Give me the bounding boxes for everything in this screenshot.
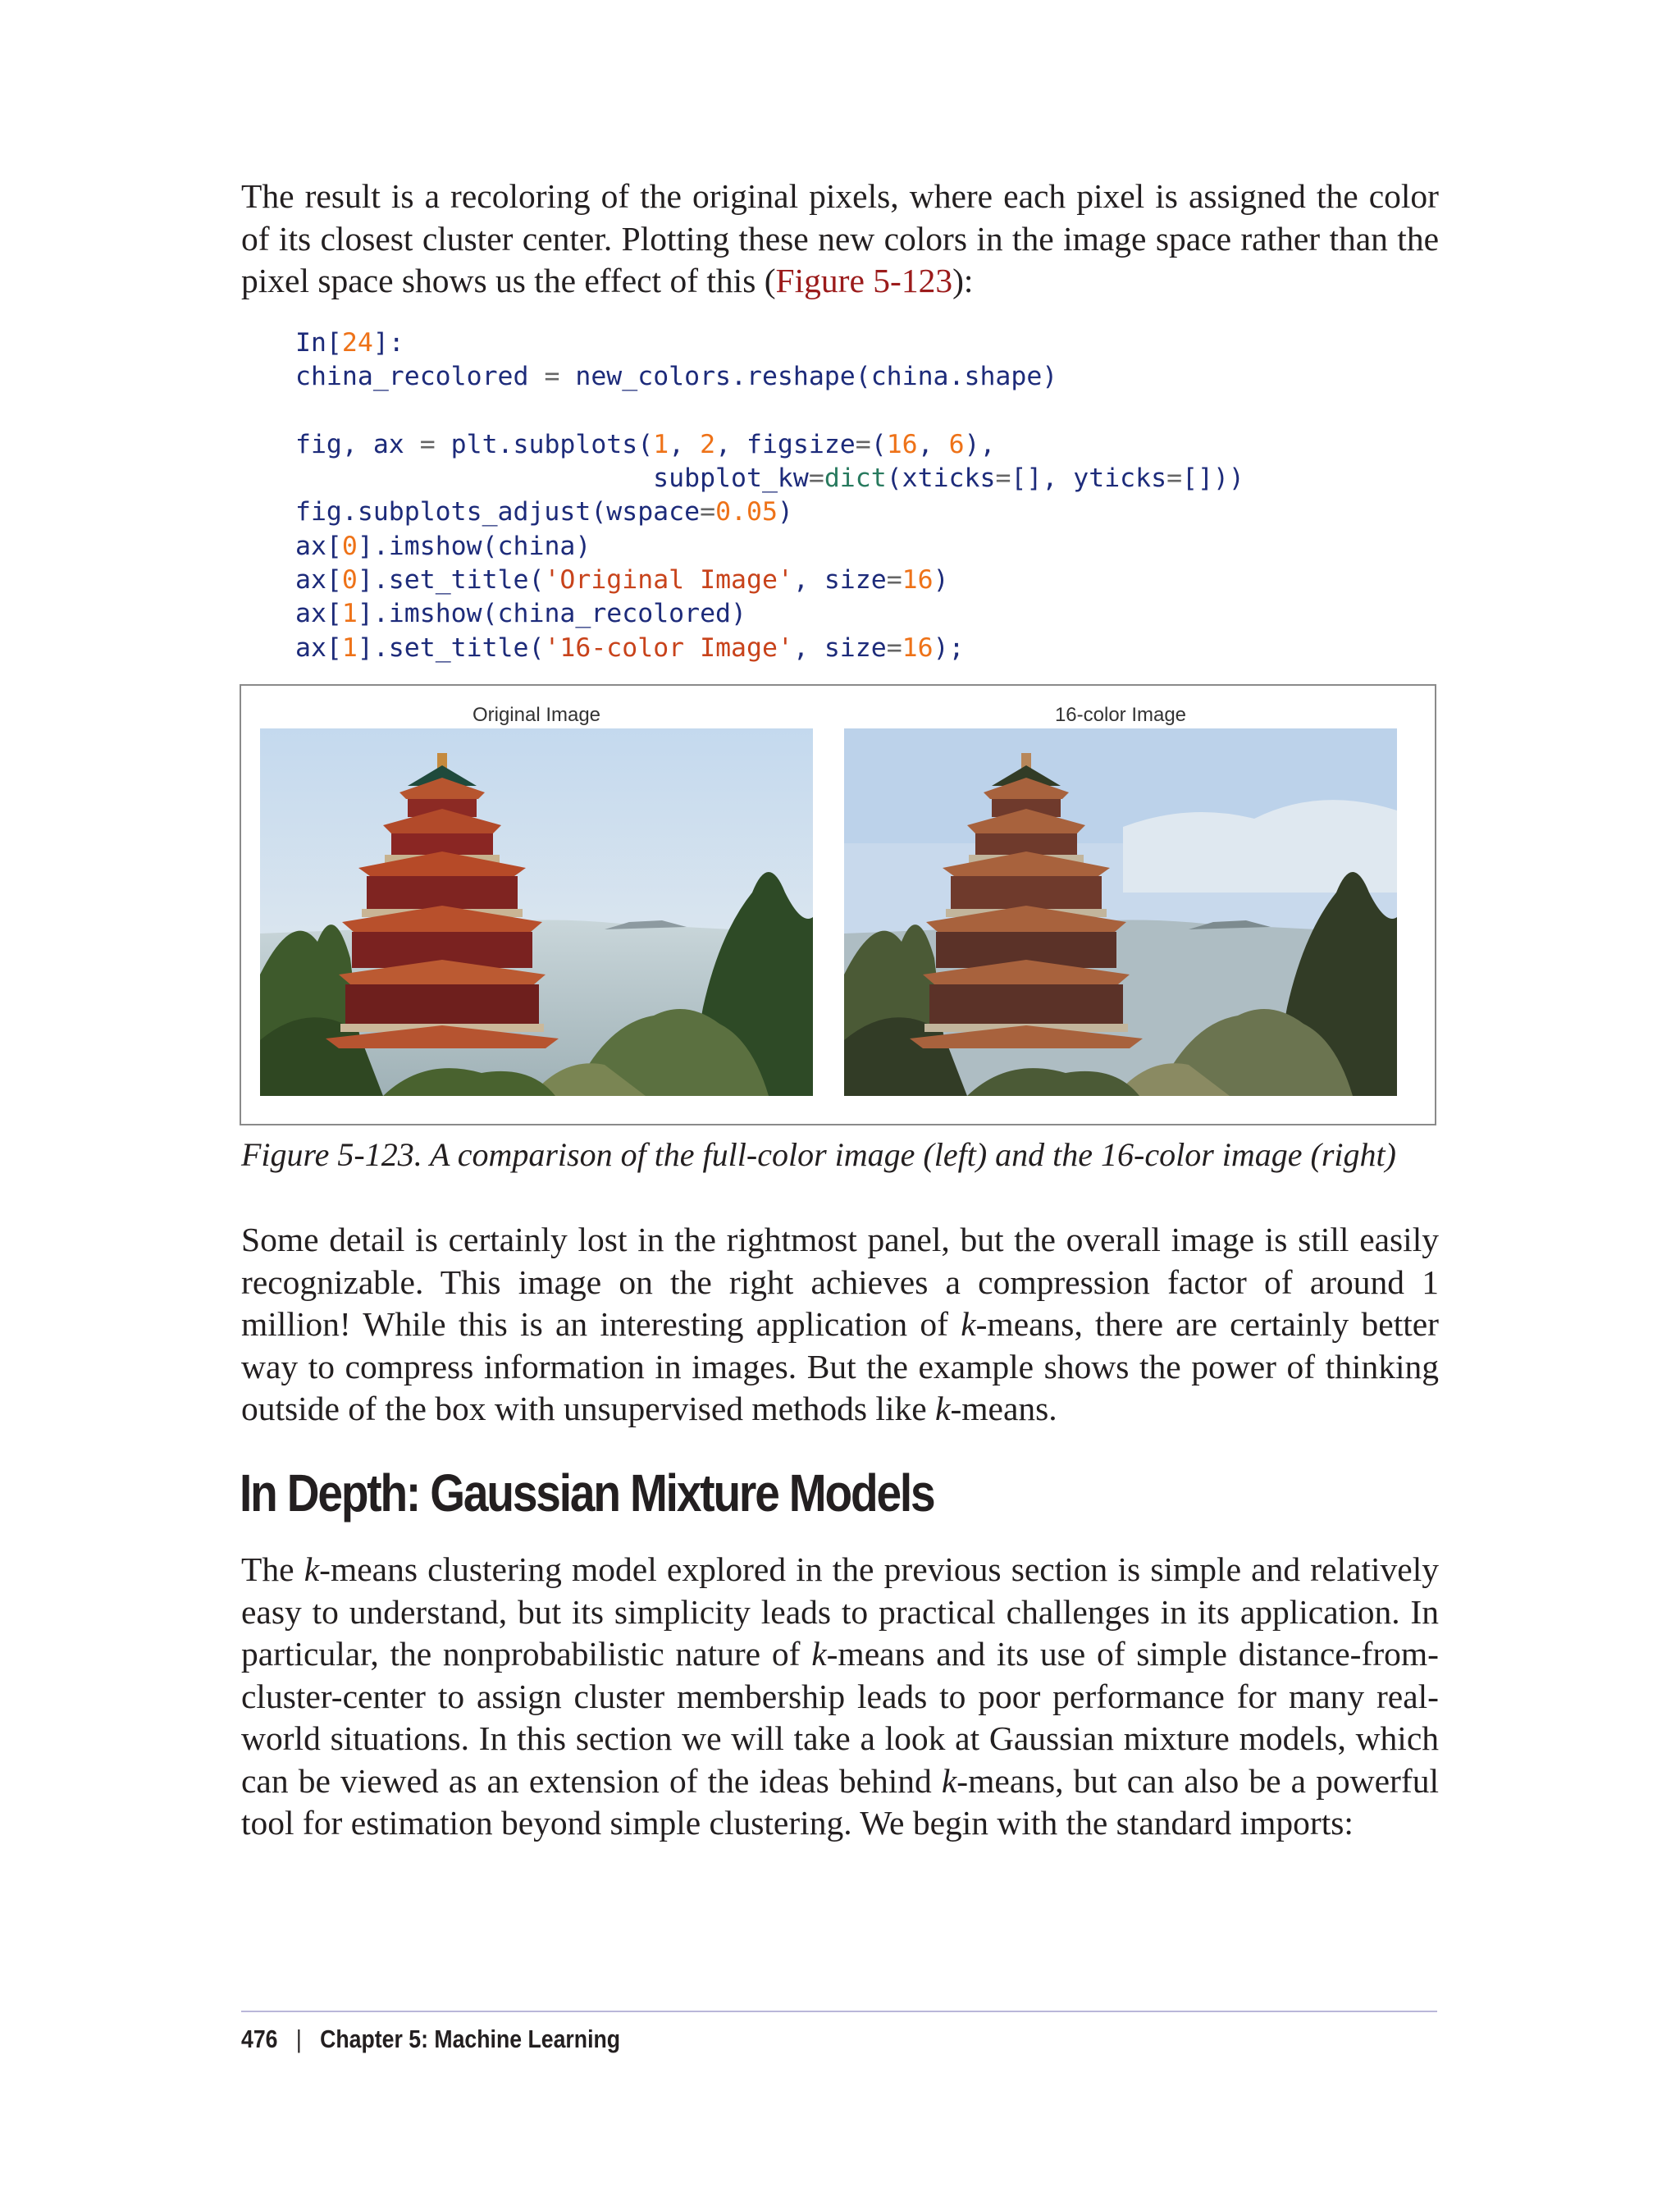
figure-link[interactable]: Figure 5-123 xyxy=(775,262,953,299)
chapter-title: Chapter 5: Machine Learning xyxy=(320,2025,621,2053)
code-line: ax[1].imshow(china_recolored) xyxy=(295,599,746,629)
recolored-image xyxy=(844,728,1397,1096)
code-line: fig.subplots_adjust(wspace=0.05) xyxy=(295,497,793,527)
paragraph-intro: The result is a recoloring of the original pixels, where each pixel is assigned the color of its closest cluster center. Plotting these new colors in the image space rather than the pixel space shows us the effect of this (Figure 5-123): xyxy=(241,177,1439,299)
code-line: china_recolored = new_colors.reshape(china.shape) xyxy=(295,362,1058,392)
right-panel-title: 16-color Image xyxy=(1054,704,1187,726)
footer-separator: | xyxy=(295,2025,302,2053)
figure-caption: Figure 5-123. A comparison of the full-color image (left) and the 16-color image (right) xyxy=(241,1136,1396,1173)
code-line: ax[1].set_title('16-color Image', size=16); xyxy=(295,632,965,663)
paragraph-gmm-intro: The k-means clustering model explored in the previous section is simple and relatively easy to understand, but its simplicity leads to practical challenges in its application. In particular, the nonprobabilistic nature of k-means and its use of simple distance-from-cluster-center to assign cluster membership leads to poor performance for many real-world situations. In this section we will take a look at Gaussian mixture models, which can be viewed as an extension of the ideas behind k-means, but can also be a powerful tool for estimation beyond simple clustering. We begin with the standard imports: xyxy=(241,1550,1439,1842)
figure-frame xyxy=(240,684,1436,1125)
code-block xyxy=(295,326,1244,665)
code-line: fig, ax = plt.subplots(1, 2, figsize=(16, 6), xyxy=(295,429,996,459)
code-line: In[24]: xyxy=(295,328,404,358)
paragraph-detail-lost: Some detail is certainly lost in the rightmost panel, but the overall image is still easily recognizable. This image on the right achieves a compression factor of around 1 million! While this is an interesting application of k-means, there are certainly better way to compress information in images. But the example shows the power of thinking outside of the box with unsupervised methods like k-means. xyxy=(241,1221,1439,1427)
original-image xyxy=(260,728,813,1096)
section-heading: In Depth: Gaussian Mixture Models xyxy=(240,1463,934,1522)
page-number: 476 xyxy=(241,2025,278,2053)
code-line: ax[0].imshow(china) xyxy=(295,531,591,561)
left-panel-title: Original Image xyxy=(472,704,601,726)
page-footer xyxy=(241,2025,620,2054)
code-line: subplot_kw=dict(xticks=[], yticks=[])) xyxy=(295,463,1244,494)
code-line: ax[0].set_title('Original Image', size=16) xyxy=(295,565,949,596)
footer-rule xyxy=(241,2011,1437,2012)
